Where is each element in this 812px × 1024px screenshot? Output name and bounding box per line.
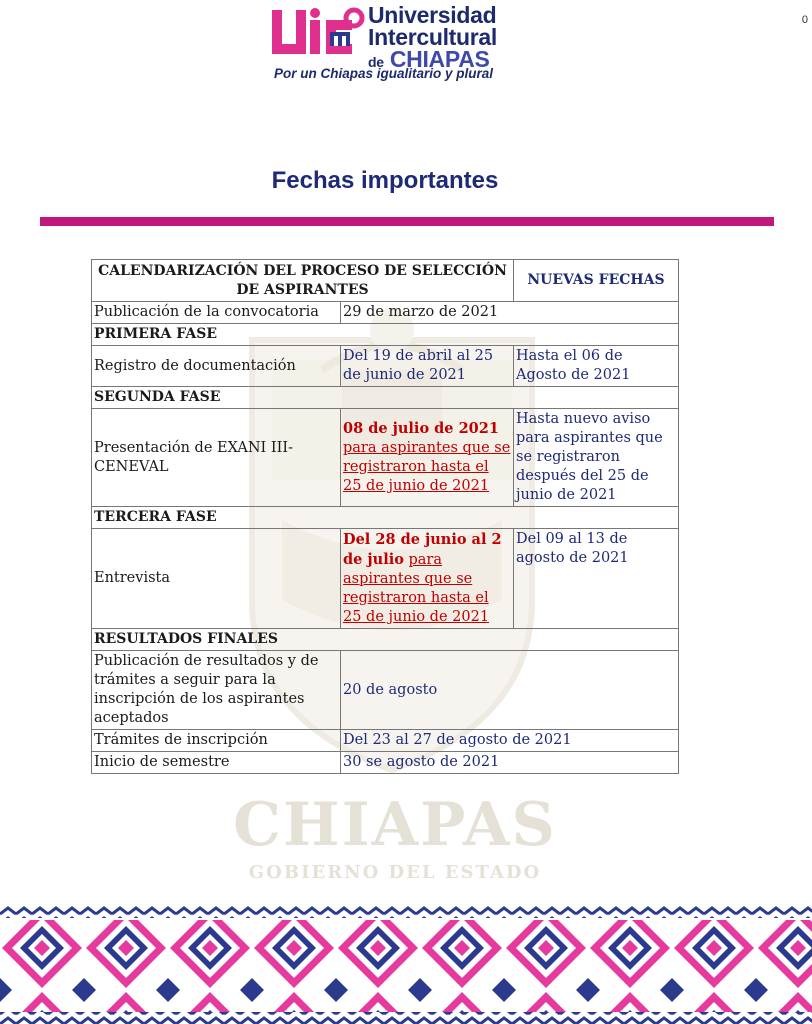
watermark-chiapas: CHIAPAS (233, 790, 557, 860)
interview-label: Entrevista (92, 529, 341, 629)
interview-date-cell (341, 529, 514, 629)
table-header-row (92, 260, 679, 302)
new-dates-header: NUEVAS FECHAS (514, 260, 679, 302)
title-divider (40, 217, 774, 226)
page-title: Fechas importantes (271, 167, 499, 194)
table-row (92, 302, 679, 324)
table-row (92, 730, 679, 752)
phase-results: RESULTADOS FINALES (92, 629, 679, 651)
page-number: 0 (801, 14, 808, 26)
logo-slogan: Por un Chiapas igualitario y plural (274, 66, 494, 81)
phase-third: TERCERA FASE (92, 507, 679, 529)
phase-row (92, 387, 679, 409)
registration-date: Del 19 de abril al 25 de junio de 2021 (341, 346, 514, 387)
table-row (92, 409, 679, 507)
enrollment-label: Trámites de inscripción (92, 730, 341, 752)
logo-text-universidad: Universidad (368, 2, 497, 28)
semester-date: 30 se agosto de 2021 (341, 752, 679, 774)
textile-border-pattern-icon (0, 906, 812, 1024)
watermark-gobierno: GOBIERNO DEL ESTADO (248, 862, 542, 883)
semester-label: Inicio de semestre (92, 752, 341, 774)
exani-date: 08 de julio de 2021 (343, 420, 499, 437)
enrollment-date: Del 23 al 27 de agosto de 2021 (341, 730, 679, 752)
uich-logo-mark-icon (270, 6, 366, 62)
interview-date: Del 28 de junio al 2 de julio (343, 531, 502, 568)
publication-label: Publicación de la convocatoria (92, 302, 341, 324)
interview-new-date: Del 09 al 13 de agosto de 2021 (514, 529, 679, 629)
logo-text-chiapas: CHIAPAS (389, 46, 490, 72)
logo-text-intercultural: Intercultural (368, 24, 498, 50)
phase-second: SEGUNDA FASE (92, 387, 679, 409)
exani-date-cell (341, 409, 514, 507)
table-row (92, 529, 679, 629)
results-date: 20 de agosto (341, 651, 679, 730)
phase-first: PRIMERA FASE (92, 324, 679, 346)
phase-row (92, 324, 679, 346)
exani-label: Presentación de EXANI III-CENEVAL (92, 409, 341, 507)
phase-row (92, 507, 679, 529)
table-row (92, 752, 679, 774)
logo-text-de: de (368, 54, 384, 70)
calendar-header: CALENDARIZACIÓN DEL PROCESO DE SELECCIÓN DE ASPIRANTES (92, 260, 514, 302)
registration-label: Registro de documentación (92, 346, 341, 387)
publication-date: 29 de marzo de 2021 (341, 302, 679, 324)
exani-date-note[interactable]: para aspirantes que se registraron hasta el 25 de junio de 2021 (343, 440, 511, 494)
table-row (92, 651, 679, 730)
results-label: Publicación de resultados y de trámites a seguir para la inscripción de los aspirantes aceptados (92, 651, 341, 730)
phase-row (92, 629, 679, 651)
table-row (92, 346, 679, 387)
selection-calendar-table (91, 259, 679, 774)
exani-new-date: Hasta nuevo aviso para aspirantes que se registraron después del 25 de junio de 2021 (514, 409, 679, 507)
interview-date-note[interactable]: para aspirantes que se registraron hasta el 25 de junio de 2021 (343, 552, 490, 625)
registration-new-date: Hasta el 06 de Agosto de 2021 (514, 346, 679, 387)
university-logo (270, 2, 510, 84)
